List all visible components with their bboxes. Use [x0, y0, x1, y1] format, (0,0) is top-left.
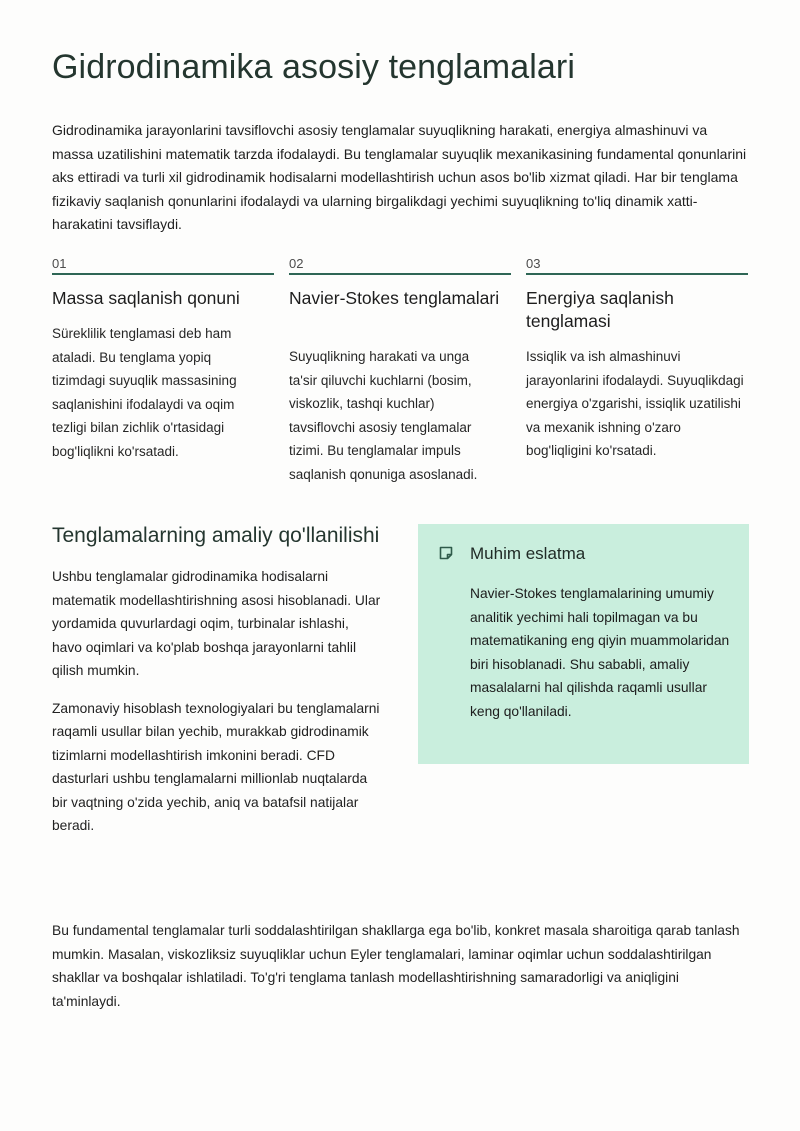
column-body: Suyuqlikning harakati va unga ta'sir qiluvchi kuchlarni (bosim, viskozlik, tashqi kuchlar) tavsiflovchi asosiy tenglamalar tizimi. Bu tenglamalar impuls saqlanish qonuniga asoslanadi.	[289, 349, 478, 482]
intro-paragraph: Gidrodinamika jarayonlarini tavsiflovchi asosiy tenglamalar suyuqlikning harakati, energiya almashinuvi va massa uzatilishini matematik tarzda ifodalaydi. Bu tenglamalar suyuqlik mexanikasining fundamental qonunlarini aks ettiradi va turli xil gidrodinamik hodisalarni modellashtirish uchun asos bo'lib xizmat qiladi. Har bir tenglama fizikaviy saqlanish qonunlarini ifodalaydi va ularning birgalikdagi yechimi suyuqlikning to'liq dinamik xatti-harakatini tavsiflaydi.	[52, 122, 747, 232]
column-title: Massa saqlanish qonuni	[52, 288, 240, 308]
column-title: Navier-Stokes tenglamalari	[289, 288, 500, 308]
column-number: 02	[289, 256, 511, 275]
section-paragraph: Ushbu tenglamalar gidrodinamika hodisalarni matematik modellashtirishning asosi hisoblanadi. Ular yordamida quvurlardagi oqim, turbinalar ishlashi, havo oqimlari va ko'plab boshqa jarayonlarni tahlil qilish mumkin.	[52, 569, 381, 678]
column-title: Energiya saqlanish tenglamasi	[526, 288, 674, 331]
column-number: 01	[52, 256, 274, 275]
column-navier-stokes	[289, 256, 511, 486]
column-energy-conservation	[526, 256, 748, 463]
page-title: Gidrodinamika asosiy tenglamalari	[52, 48, 575, 86]
section-paragraph: Zamonaviy hisoblash texnologiyalari bu tenglamalarni raqamli usullar bilan yechib, murakkab gidrodinamik tizimlarni modellashtirish imkonini beradi. CFD dasturlari ushbu tenglamalarni millionlab nuqtalarda bir vaqtning o'zida yechib, aniq va batafsil natijalar beradi.	[52, 700, 380, 833]
column-number: 03	[526, 256, 748, 275]
note-title: Muhim eslatma	[470, 544, 586, 563]
note-body: Navier-Stokes tenglamalarining umumiy analitik yechimi hali topilmagan va bu matematikaning eng qiyin muammolaridan biri hisoblanadi. Shu sababli, amaliy masalalarni hal qilishda raqamli usullar keng qo'llaniladi.	[470, 586, 730, 719]
applications-section	[52, 522, 382, 838]
column-body: Issiqlik va ish almashinuvi jarayonlarini ifodalaydi. Suyuqlikdagi energiya o'zgarishi, issiqlik uzatilishi va mexanik ishning o'zaro bog'liqligini ko'rsatadi.	[526, 349, 744, 458]
column-mass-conservation	[52, 256, 274, 463]
closing-paragraph: Bu fundamental tenglamalar turli soddalashtirilgan shakllarga ega bo'lib, konkret masala sharoitiga qarab tanlash mumkin. Masalan, viskozliksiz suyuqliklar uchun Eyler tenglamalari, laminar oqimlar uchun soddalashtirilgan shakllar va boshqalar ishlatiladi. To'g'ri tenglama tanlash modellashtirishning samaradorligi va aniqligini ta'minlaydi.	[52, 923, 740, 1009]
column-body: Süreklilik tenglamasi deb ham ataladi. Bu tenglama yopiq tizimdagi suyuqlik massasining saqlanishini ifodalaydi va oqim tezligi bilan zichlik o'rtasidagi bog'liqlikni ko'rsatadi.	[52, 326, 237, 459]
important-note-box	[418, 524, 749, 764]
equations-columns	[52, 256, 749, 486]
note-icon	[438, 545, 454, 561]
section-title: Tenglamalarning amaliy qo'llanilishi	[52, 524, 380, 547]
